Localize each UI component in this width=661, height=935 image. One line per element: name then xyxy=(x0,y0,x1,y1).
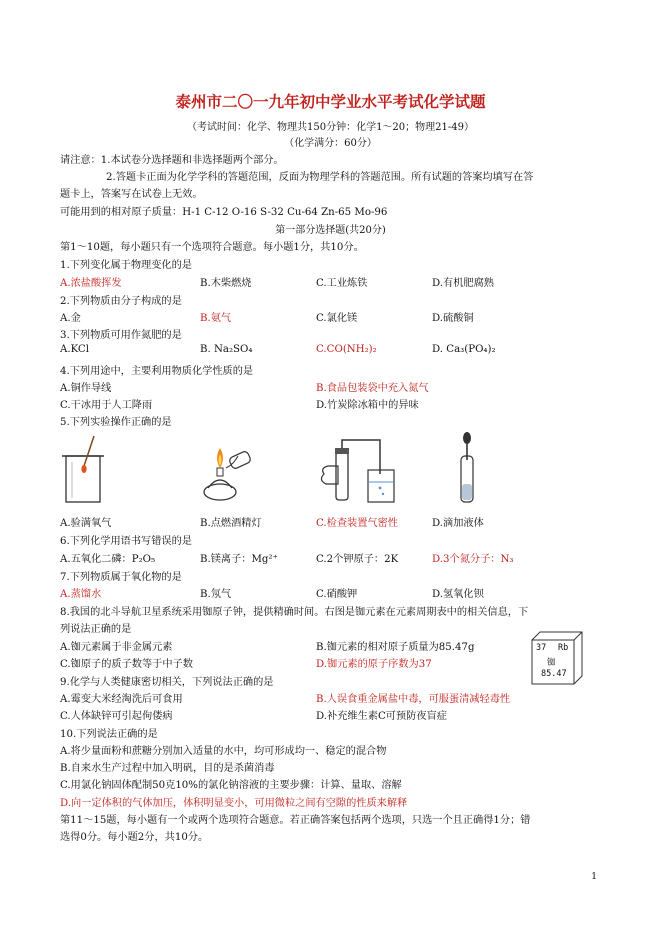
q1-option-d: D.有机肥腐熟 xyxy=(432,278,494,289)
q4-option-d: D.竹炭除冰箱中的异味 xyxy=(316,400,419,411)
q9-option-d: D.补充维生素C可预防夜盲症 xyxy=(316,711,447,722)
q10-stem: 10.下列说法正确的是 xyxy=(60,729,158,740)
notice-line3: 题卡上，答案写在试卷上无效。 xyxy=(60,189,203,200)
q6-stem: 6.下列化学用语书写错误的是 xyxy=(60,536,192,547)
q6-option-d: D.3个氮分子：N₃ xyxy=(432,554,514,565)
q2-option-d: D.硫酸铜 xyxy=(432,313,474,324)
section1-intro: 第1～10题，每小题只有一个选项符合题意。每小题1分，共10分。 xyxy=(60,242,364,253)
atomic-masses: 可能用到的相对原子质量：H-1 C-12 O-16 S-32 Cu-64 Zn-65 Mo-96 xyxy=(60,207,388,218)
q8-option-d: D.铷元素的原子序数为37 xyxy=(316,659,432,670)
q2-option-b: B.氨气 xyxy=(200,313,232,324)
q8-option-c: C.铷原子的质子数等于中子数 xyxy=(60,659,193,670)
q1-option-a: A.浓盐酸挥发 xyxy=(60,278,122,289)
q10-option-b: B.自来水生产过程中加入明矾，目的是杀菌消毒 xyxy=(60,763,275,774)
page-number: 1 xyxy=(591,872,597,882)
q5-option-c: C.检查装置气密性 xyxy=(316,518,398,529)
q8-stem-line2: 列说法正确的是 xyxy=(60,624,132,635)
oxygen-test-illustration xyxy=(60,432,110,506)
alcohol-lamp-illustration xyxy=(198,432,258,506)
q9-option-b: B.人误食重金属盐中毒，可服蛋清减轻毒性 xyxy=(316,694,511,705)
q7-stem: 7.下列物质属于氧化物的是 xyxy=(60,572,182,583)
part1-title: 第一部分选择题(共20分) xyxy=(275,225,386,236)
q3-stem: 3.下列物质可用作氮肥的是 xyxy=(60,330,182,341)
q3-option-b: B. Na₂SO₄ xyxy=(200,344,253,355)
rubidium-element-card xyxy=(528,630,584,688)
element-mass: 85.47 xyxy=(541,669,567,679)
q3-option-d: D. Ca₃(PO₄)₂ xyxy=(432,344,496,355)
q10-option-a: A.将少量面粉和蔗糖分别加入适量的水中，均可形成均一、稳定的混合物 xyxy=(60,746,387,757)
q6-option-a: A.五氧化二磷：P₂O₅ xyxy=(60,554,156,565)
q2-option-a: A.金 xyxy=(60,313,81,324)
q4-option-b: B.食品包装袋中充入氮气 xyxy=(316,383,429,394)
exam-time: （考试时间：化学、物理共150分钟：化学1～20；物理21-49） xyxy=(186,122,474,133)
q1-stem: 1.下列变化属于物理变化的是 xyxy=(60,260,192,271)
q9-stem: 9.化学与人类健康密切相关，下列说法正确的是 xyxy=(60,677,274,688)
airtightness-test-illustration xyxy=(310,432,410,506)
q10-option-d: D.向一定体积的气体加压，体积明显变小，可用微粒之间有空隙的性质来解释 xyxy=(60,798,408,809)
q2-stem: 2.下列物质由分子构成的是 xyxy=(60,296,182,307)
q5-option-a: A.验满氧气 xyxy=(60,518,112,529)
page-title: 泰州市二〇一九年初中学业水平考试化学试题 xyxy=(175,93,486,111)
q8-option-b: B.铷元素的相对原子质量为85.47g xyxy=(316,642,475,653)
element-symbol: Rb xyxy=(558,643,569,653)
q10-option-c: C.用氯化钠固体配制50克10%的氯化钠溶液的主要步骤：计算、量取、溶解 xyxy=(60,780,402,791)
dropper-illustration xyxy=(452,430,482,506)
q7-option-d: D.氢氧化钡 xyxy=(432,589,484,600)
q9-option-a: A.霉变大米经淘洗后可食用 xyxy=(60,694,183,705)
q1-option-b: B.木柴燃烧 xyxy=(200,278,252,289)
notice-line2: 2.答题卡正面为化学学科的答题范围，反面为物理学科的答题范围。所有试题的答案均填写在答 xyxy=(106,172,534,183)
q7-option-c: C.硝酸钾 xyxy=(316,589,358,600)
q8-stem-line1: 8.我国的北斗导航卫星系统采用铷原子钟，提供精确时间。右图是铷元素在元素周期表中的相关信息，下 xyxy=(60,607,529,618)
q5-option-b: B.点燃酒精灯 xyxy=(200,518,262,529)
element-number: 37 xyxy=(536,643,547,653)
element-name: 铷 xyxy=(547,658,556,668)
q4-option-a: A.铜作导线 xyxy=(60,383,112,394)
q2-option-c: C.氯化镁 xyxy=(316,313,358,324)
q1-option-c: C.工业炼铁 xyxy=(316,278,368,289)
q9-option-c: C.人体缺锌可引起佝偻病 xyxy=(60,711,173,722)
q3-option-a: A.KCl xyxy=(60,344,89,355)
q6-option-c: C.2个钾原子：2K xyxy=(316,554,399,565)
q4-stem: 4.下列用途中，主要利用物质化学性质的是 xyxy=(60,366,254,377)
q6-option-b: B.镁离子：Mg²⁺ xyxy=(200,554,278,565)
section2-intro-line1: 第11～15题，每小题有一个或两个选项符合题意。若正确答案包括两个选项，只选一个且正确得1分；错 xyxy=(60,815,531,826)
q5-option-d: D.滴加液体 xyxy=(432,518,484,529)
q8-option-a: A.铷元素属于非金属元素 xyxy=(60,642,173,653)
notice-line1: 请注意：1.本试卷分选择题和非选择题两个部分。 xyxy=(60,155,284,166)
q3-option-c: C.CO(NH₂)₂ xyxy=(316,344,377,355)
q7-option-a: A.蒸馏水 xyxy=(60,589,102,600)
q4-option-c: C.干冰用于人工降雨 xyxy=(60,400,153,411)
section2-intro-line2: 选得0分。每小题2分，共10分。 xyxy=(60,832,209,843)
full-score: （化学满分：60分） xyxy=(284,138,377,149)
q5-stem: 5.下列实验操作正确的是 xyxy=(60,417,172,428)
q7-option-b: B.氖气 xyxy=(200,589,232,600)
